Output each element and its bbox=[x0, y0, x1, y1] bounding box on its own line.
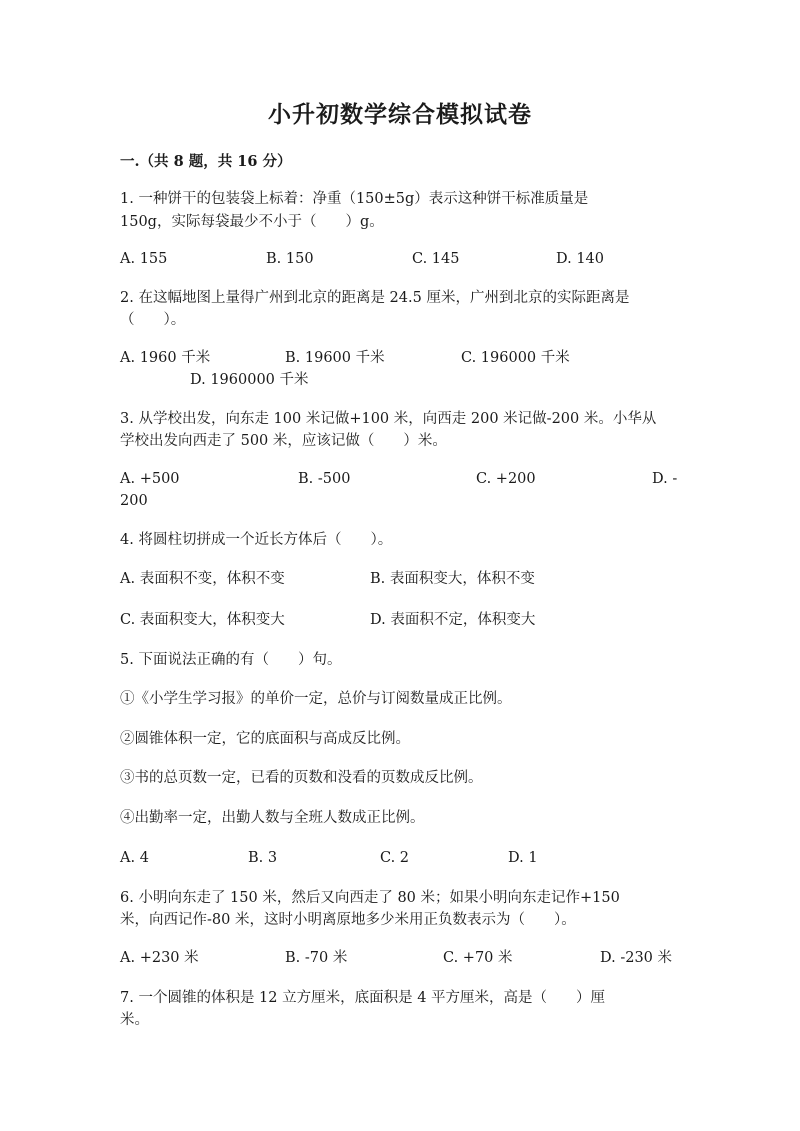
section-heading: 一.（共 8 题，共 16 分） bbox=[120, 153, 292, 170]
question-4-text-line-1: 4. 将圆柱切拼成一个近长方体后（ ）。 bbox=[120, 532, 393, 548]
question-3-option-c: C. +200 bbox=[476, 471, 536, 487]
question-1-option-b: B. 150 bbox=[266, 251, 314, 267]
question-5-option-c: C. 2 bbox=[380, 850, 410, 866]
question-6-option-b: B. -70 米 bbox=[285, 950, 348, 966]
question-1-option-d: D. 140 bbox=[556, 251, 605, 267]
question-6-text-line-2: 米，向西记作-80 米，这时小明离原地多少米用正负数表示为（ ）。 bbox=[120, 912, 576, 928]
question-3-option-b: B. -500 bbox=[298, 471, 351, 487]
question-3-option-a: A. +500 bbox=[120, 471, 180, 487]
question-2-option-b: B. 19600 千米 bbox=[285, 350, 385, 366]
question-6-option-a: A. +230 米 bbox=[120, 950, 199, 966]
question-5-option-a: A. 4 bbox=[120, 850, 149, 866]
question-5-statement-1: ①《小学生学习报》的单价一定，总价与订阅数量成正比例。 bbox=[120, 691, 512, 707]
question-5-statement-3: ③书的总页数一定，已看的页数和没看的页数成反比例。 bbox=[120, 770, 483, 786]
question-4-option-d: D. 表面积不定，体积变大 bbox=[370, 612, 536, 628]
question-1-text-line-2: 150g，实际每袋最少不小于（ ）g。 bbox=[120, 214, 384, 230]
question-2-option-c: C. 196000 千米 bbox=[461, 350, 570, 366]
question-3-option-d-continued: 200 bbox=[120, 493, 148, 509]
question-5-text-line-1: 5. 下面说法正确的有（ ）句。 bbox=[120, 652, 342, 668]
question-4-option-c: C. 表面积变大，体积变大 bbox=[120, 612, 285, 628]
question-7-text-line-1: 7. 一个圆锥的体积是 12 立方厘米，底面积是 4 平方厘米，高是（ ）厘 bbox=[120, 990, 606, 1006]
question-4-option-a: A. 表面积不变，体积不变 bbox=[120, 571, 285, 587]
question-2-text-line-2: （ ）。 bbox=[120, 312, 186, 328]
question-1-option-a: A. 155 bbox=[120, 251, 168, 267]
question-6-option-d: D. -230 米 bbox=[600, 950, 673, 966]
question-2-text-line-1: 2. 在这幅地图上量得广州到北京的距离是 24.5 厘米，广州到北京的实际距离是 bbox=[120, 290, 630, 306]
question-3-option-d: D. - bbox=[652, 471, 678, 487]
page-title: 小升初数学综合模拟试卷 bbox=[268, 101, 532, 128]
question-4-option-b: B. 表面积变大，体积不变 bbox=[370, 571, 535, 587]
question-5-statement-4: ④出勤率一定，出勤人数与全班人数成正比例。 bbox=[120, 810, 425, 826]
question-5-option-b: B. 3 bbox=[248, 850, 278, 866]
question-1-option-c: C. 145 bbox=[412, 251, 460, 267]
question-3-text-line-2: 学校出发向西走了 500 米，应该记做（ ）米。 bbox=[120, 433, 447, 449]
question-6-option-c: C. +70 米 bbox=[443, 950, 513, 966]
question-6-text-line-1: 6. 小明向东走了 150 米，然后又向西走了 80 米；如果小明向东走记作+150 bbox=[120, 890, 620, 906]
question-1-text-line-1: 1. 一种饼干的包装袋上标着：净重（150±5g）表示这种饼干标准质量是 bbox=[120, 191, 589, 207]
question-5-statement-2: ②圆锥体积一定，它的底面积与高成反比例。 bbox=[120, 731, 410, 747]
question-3-text-line-1: 3. 从学校出发，向东走 100 米记做+100 米，向西走 200 米记做-200 米。小华从 bbox=[120, 411, 657, 427]
question-2-option-d: D. 1960000 千米 bbox=[190, 372, 309, 388]
question-5-option-d: D. 1 bbox=[508, 850, 538, 866]
question-2-option-a: A. 1960 千米 bbox=[120, 350, 211, 366]
question-7-text-line-2: 米。 bbox=[120, 1012, 149, 1028]
